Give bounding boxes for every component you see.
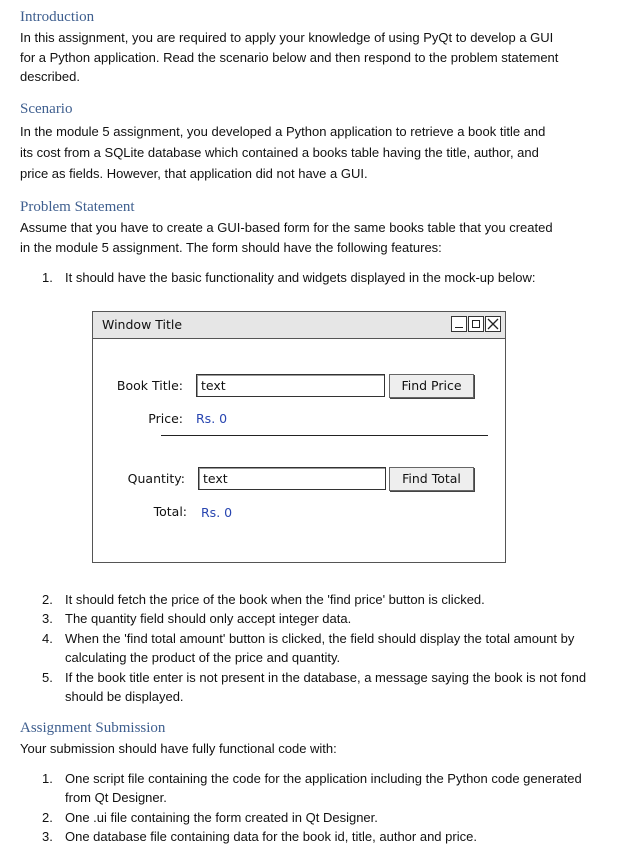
- list-item: [0, 668, 620, 707]
- divider: [161, 435, 488, 436]
- problem-line: Assume that you have to create a GUI-based form for the same books table that you created: [20, 220, 553, 235]
- mockup-window: [92, 311, 506, 563]
- feature-list-first: [0, 268, 620, 287]
- list-item: [0, 827, 620, 846]
- find-price-button[interactable]: Find Price: [389, 374, 474, 398]
- list-item-number: 1.: [42, 270, 53, 285]
- list-item-text: One .ui file containing the form created in Qt Designer.: [65, 809, 378, 825]
- list-item-text: When the 'find total amount' button is clicked, the field should display the total amount by calculating the product of the price and quantity.: [65, 630, 575, 666]
- quantity-label: Quantity:: [127, 471, 185, 486]
- list-item: [0, 268, 620, 287]
- list-item: [0, 808, 620, 827]
- book-title-input[interactable]: text: [196, 374, 385, 397]
- price-label: Price:: [148, 411, 183, 426]
- scenario-paragraph: [20, 121, 600, 184]
- close-icon[interactable]: [485, 316, 501, 332]
- book-title-label: Book Title:: [116, 378, 183, 393]
- window-controls: [450, 316, 501, 332]
- list-item-number: 5.: [42, 669, 53, 685]
- submission-intro: Your submission should have fully functional code with:: [20, 741, 337, 756]
- intro-line: described.: [20, 69, 80, 84]
- intro-paragraph: [20, 28, 600, 87]
- maximize-icon[interactable]: [468, 316, 484, 332]
- list-item-text: It should fetch the price of the book when the 'find price' button is clicked.: [65, 592, 485, 607]
- problem-line: in the module 5 assignment. The form should have the following features:: [20, 239, 442, 255]
- price-value: Rs. 0: [196, 411, 228, 426]
- list-item-number: 3.: [42, 829, 53, 845]
- list-item-text: One script file containing the code for the application including the Python code generated from Qt Designer.: [65, 771, 582, 806]
- list-item-text: One database file containing data for the book id, title, author and price.: [65, 829, 477, 845]
- submission-list: [0, 769, 620, 847]
- scenario-line: its cost from a SQLite database which contained a books table having the title, author, and: [20, 145, 539, 160]
- list-item: [0, 629, 620, 668]
- minimize-icon[interactable]: [451, 316, 467, 332]
- list-item-number: 4.: [42, 630, 53, 646]
- problem-paragraph: [20, 218, 600, 257]
- intro-line: In this assignment, you are required to apply your knowledge of using PyQt to develop a GUI: [20, 30, 554, 45]
- list-item-text: If the book title enter is not present in the database, a message saying the book is not fond should be displayed.: [65, 669, 587, 705]
- list-item: [0, 609, 620, 628]
- list-item-number: 2.: [42, 592, 53, 607]
- intro-heading: Introduction: [20, 9, 95, 25]
- list-item: [0, 590, 620, 609]
- intro-line: for a Python application. Read the scenario below and then respond to the problem statement: [20, 49, 559, 65]
- list-item: [0, 769, 620, 808]
- feature-list-rest: [0, 590, 620, 706]
- find-total-button[interactable]: Find Total: [389, 467, 474, 491]
- scenario-heading: Scenario: [20, 101, 73, 117]
- list-item-text: It should have the basic functionality and widgets displayed in the mock-up below:: [65, 270, 536, 285]
- scenario-line: In the module 5 assignment, you developed a Python application to retrieve a book title and: [20, 124, 546, 139]
- total-value: Rs. 0: [201, 505, 233, 520]
- list-item-text: The quantity field should only accept integer data.: [65, 611, 352, 627]
- list-item-number: 3.: [42, 611, 53, 627]
- total-label: Total:: [153, 504, 187, 519]
- list-item-number: 1.: [42, 771, 53, 786]
- submission-heading: Assignment Submission: [20, 720, 166, 736]
- list-item-number: 2.: [42, 809, 53, 825]
- quantity-input[interactable]: text: [198, 467, 386, 490]
- problem-heading: Problem Statement: [20, 199, 135, 215]
- scenario-line: price as fields. However, that application did not have a GUI.: [20, 166, 368, 181]
- mockup-title-bar: [93, 312, 505, 339]
- mockup-window-title: Window Title: [102, 317, 183, 332]
